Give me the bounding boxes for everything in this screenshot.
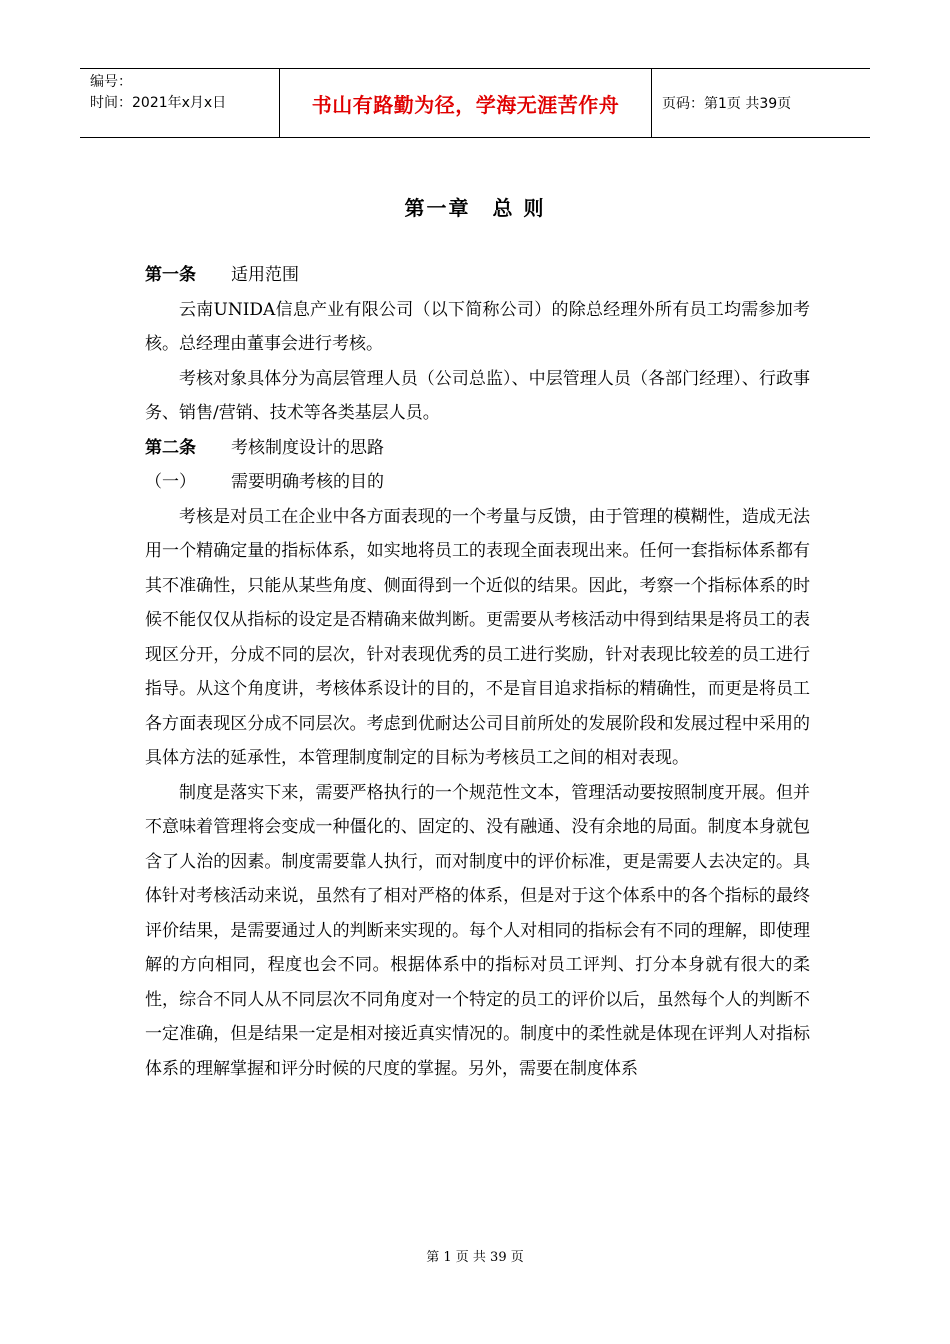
section-1-number: （一）	[145, 472, 196, 492]
header-motto: 书山有路勤为径，学海无涯苦作舟	[311, 92, 620, 117]
header-page-cell	[652, 69, 870, 137]
header-page-info: 页码：第1页 共39页	[662, 96, 792, 112]
article-1-number: 第一条	[145, 265, 196, 285]
article-1-paragraph-1: 云南UNIDA信息产业有限公司（以下简称公司）的除总经理外所有员工均需参加考核。总经理由董事会进行考核。	[145, 299, 810, 354]
article-2-heading	[145, 431, 810, 466]
section-1-title: 需要明确考核的目的	[231, 472, 384, 492]
document-time-label: 时间：2021年x月x日	[90, 95, 227, 111]
article-2-title: 考核制度设计的思路	[231, 437, 384, 458]
document-number-label: 编号：	[90, 74, 132, 90]
header-meta-cell	[80, 69, 280, 137]
article-1-title: 适用范围	[231, 265, 299, 285]
article-2-number: 第二条	[145, 437, 196, 458]
article-2-paragraph-2: 制度是落实下来，需要严格执行的一个规范性文本，管理活动要按照制度开展。但并不意味着管理将会变成一种僵化的、固定的、没有融通、没有余地的局面。制度本身就包含了人治的因素。制度需要靠人执行，而对制度中的评价标准，更是需要人去决定的。具体针对考核活动来说，虽然有了相对严格的体系，但是对于这个体系中的各个指标的最终评价结果，是需要通过人的判断来实现的。每个人对相同的指标会有不同的理解，即使理解的方向相同，程度也会不同。根据体系中的指标对员工评判、打分本身就有很大的柔性，综合不同人从不同层次不同角度对一个特定的员工的评价以后，虽然每个人的判断不一定准确，但是结果一定是相对接近真实情况的。制度中的柔性就是体现在评判人对指标体系的理解掌握和评分时候的尺度的掌握。另外，需要在制度体系	[145, 782, 810, 1079]
section-1-heading	[145, 465, 810, 500]
article-1-paragraph-2: 考核对象具体分为高层管理人员（公司总监）、中层管理人员（各部门经理）、行政事务、销售/营销、技术等各类基层人员。	[145, 368, 810, 423]
page-footer: 第 1 页 共 39 页	[426, 1250, 524, 1265]
article-1-heading	[145, 258, 810, 293]
page-header	[80, 68, 870, 138]
chapter-title: 第一章 总 则	[404, 196, 546, 220]
header-motto-cell	[280, 69, 652, 137]
document-body	[145, 258, 810, 1086]
article-2-paragraph-1: 考核是对员工在企业中各方面表现的一个考量与反馈，由于管理的模糊性，造成无法用一个精确定量的指标体系，如实地将员工的表现全面表现出来。任何一套指标体系都有其不准确性，只能从某些角度、侧面得到一个近似的结果。因此，考察一个指标体系的时候不能仅仅从指标的设定是否精确来做判断。更需要从考核活动中得到结果是将员工的表现区分开，分成不同的层次，针对表现优秀的员工进行奖励，针对表现比较差的员工进行指导。从这个角度讲，考核体系设计的目的，不是盲目追求指标的精确性，而更是将员工各方面表现区分成不同层次。考虑到优耐达公司目前所处的发展阶段和发展过程中采用的具体方法的延承性，本管理制度制定的目标为考核员工之间的相对表现。	[145, 506, 810, 768]
